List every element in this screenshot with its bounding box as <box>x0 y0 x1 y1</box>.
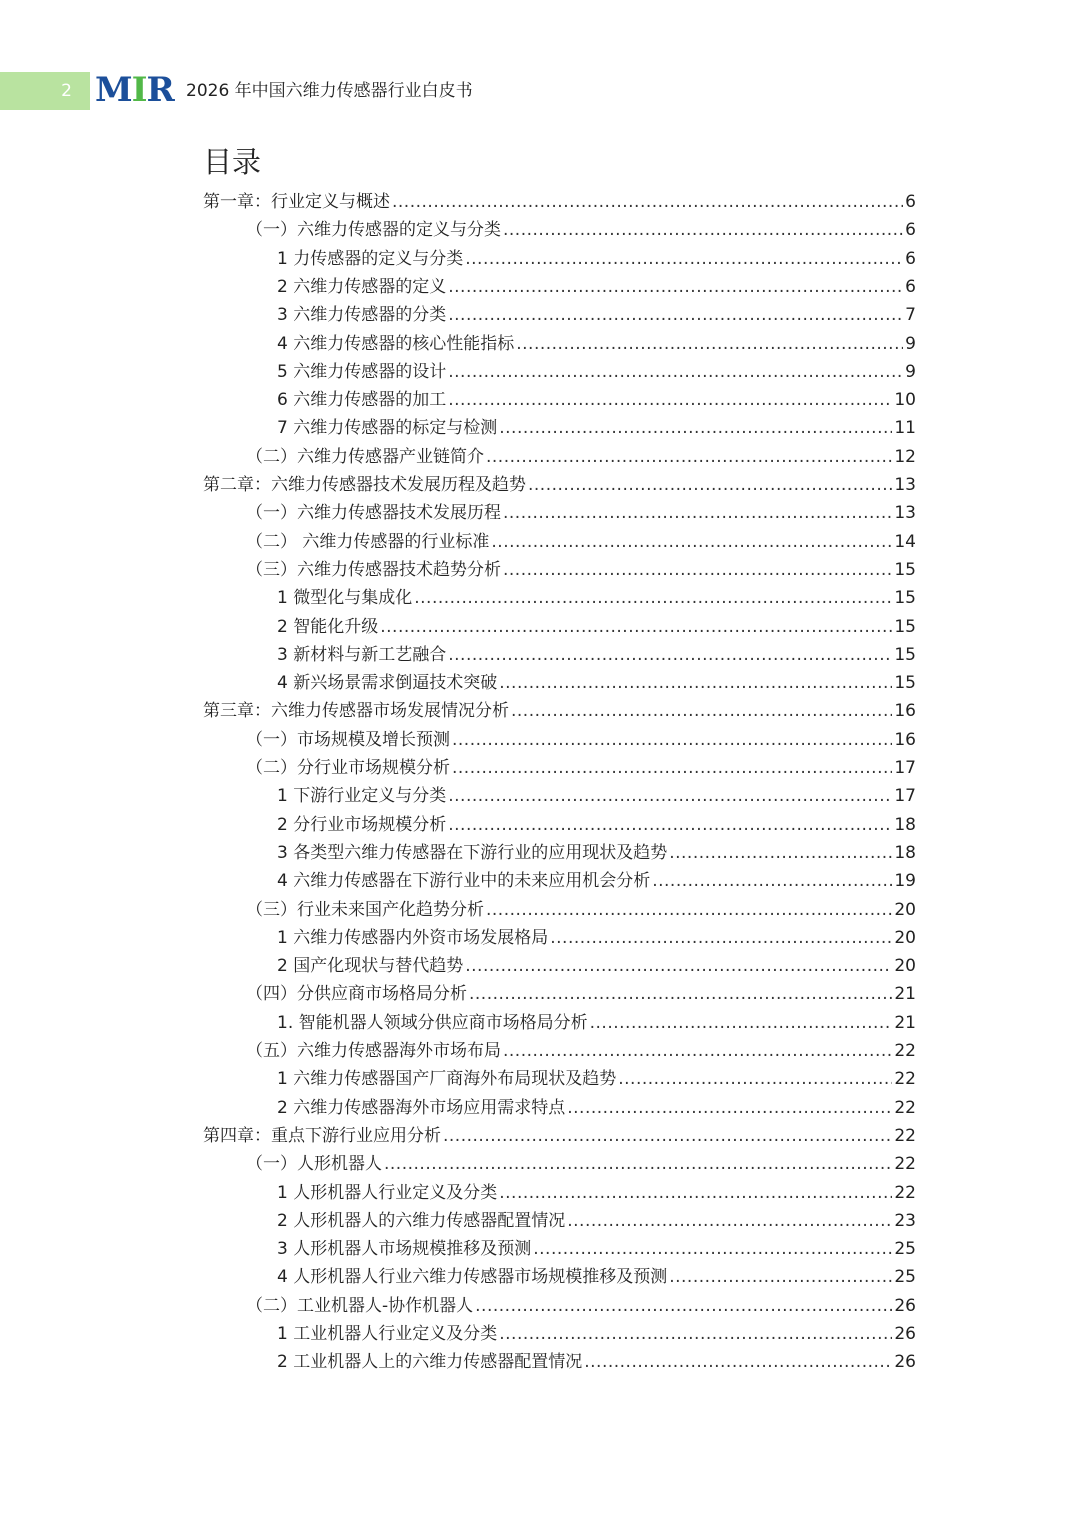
toc-leader-dots <box>414 584 892 612</box>
toc-entry-label: 3 各类型六维力传感器在下游行业的应用现状及趋势 <box>277 842 668 863</box>
toc-leader-dots <box>567 1094 892 1122</box>
toc-entry-label: （一）六维力传感器的定义与分类 <box>246 220 501 241</box>
toc-leader-dots <box>475 1292 892 1320</box>
toc-entry-label: 第四章：重点下游行业应用分析 <box>203 1125 441 1146</box>
toc-entry-page: 23 <box>894 1210 916 1231</box>
toc-entry-page: 25 <box>894 1239 916 1260</box>
toc-entry[interactable] <box>277 245 916 273</box>
toc-entry[interactable] <box>277 1009 916 1037</box>
toc-entry-label: 6 六维力传感器的加工 <box>277 390 447 411</box>
toc-entry[interactable] <box>277 1207 916 1235</box>
toc-entry[interactable] <box>246 499 916 527</box>
toc-leader-dots <box>533 1235 892 1263</box>
toc-leader-dots <box>452 726 892 754</box>
toc-entry-page: 6 <box>905 220 916 241</box>
toc-entry-label: （四）分供应商市场格局分析 <box>246 984 467 1005</box>
toc-entry[interactable] <box>246 726 916 754</box>
toc-entry-page: 22 <box>894 1125 916 1146</box>
toc-entry[interactable] <box>246 216 916 244</box>
toc-entry-label: （二）工业机器人-协作机器人 <box>246 1295 474 1316</box>
toc-entry-page: 20 <box>894 956 916 977</box>
toc-entry-label: 1 下游行业定义与分类 <box>277 786 447 807</box>
toc-entry-page: 22 <box>894 1069 916 1090</box>
toc-entry-label: （五）六维力传感器海外市场布局 <box>246 1041 501 1061</box>
toc-leader-dots <box>443 1122 892 1150</box>
toc-entry-label: 3 新材料与新工艺融合 <box>277 644 447 665</box>
toc-entry[interactable] <box>246 1292 916 1320</box>
toc-leader-dots <box>499 1320 892 1348</box>
toc-entry[interactable] <box>246 980 916 1008</box>
toc-entry-page: 17 <box>894 786 916 807</box>
toc-entry[interactable] <box>277 1320 916 1348</box>
toc-entry-page: 21 <box>894 984 916 1005</box>
toc-entry-label: 4 六维力传感器在下游行业中的未来应用机会分析 <box>277 871 651 892</box>
toc-leader-dots <box>584 1348 892 1376</box>
toc-entry-page: 26 <box>894 1324 916 1344</box>
toc-entry-label: 2 智能化升级 <box>277 616 379 637</box>
toc-entry-page: 13 <box>894 503 916 524</box>
toc-leader-dots <box>452 754 892 782</box>
toc-entry-page: 15 <box>894 616 916 637</box>
toc-leader-dots <box>511 697 892 725</box>
toc-leader-dots <box>669 1263 892 1291</box>
toc-entry-label: 4 六维力传感器的核心性能指标 <box>277 333 515 354</box>
document-title: 2026 年中国六维力传感器行业白皮书 <box>186 81 473 101</box>
toc-entry-page: 6 <box>905 276 916 297</box>
toc-entry-page: 20 <box>894 899 916 920</box>
toc-entry-label: （二） 六维力传感器的行业标准 <box>246 531 490 552</box>
toc-leader-dots <box>491 528 892 556</box>
toc-entry-label: （一）人形机器人 <box>246 1154 382 1175</box>
toc-leader-dots <box>567 1207 892 1235</box>
toc-leader-dots <box>669 839 892 867</box>
toc-entry-page: 15 <box>894 644 916 665</box>
toc-leader-dots <box>448 811 892 839</box>
toc-entry-label: （一）六维力传感器技术发展历程 <box>246 503 501 524</box>
toc-entry[interactable] <box>277 1065 916 1093</box>
toc-entry-label: 2 六维力传感器海外市场应用需求特点 <box>277 1097 566 1118</box>
toc-entry[interactable] <box>277 330 916 358</box>
toc-leader-dots <box>392 188 903 216</box>
toc-entry[interactable] <box>203 471 916 499</box>
toc-leader-dots <box>499 1179 892 1207</box>
toc-entry-page: 14 <box>894 531 916 552</box>
toc-entry-label: 1 人形机器人行业定义及分类 <box>277 1182 498 1203</box>
toc-entry[interactable] <box>277 867 916 895</box>
toc-entry-page: 16 <box>894 729 916 750</box>
toc-entry[interactable] <box>277 839 916 867</box>
toc-entry-label: 2 工业机器人上的六维力传感器配置情况 <box>277 1352 583 1373</box>
toc-leader-dots <box>503 556 892 584</box>
toc-entry[interactable] <box>277 386 916 414</box>
toc-entry-label: 1 六维力传感器国产厂商海外布局现状及趋势 <box>277 1069 617 1090</box>
toc-entry[interactable] <box>277 1094 916 1122</box>
toc-entry[interactable] <box>277 782 916 810</box>
toc-entry-label: 1 力传感器的定义与分类 <box>277 248 464 269</box>
toc-entry[interactable] <box>277 1348 916 1376</box>
toc-entry-page: 22 <box>894 1041 916 1061</box>
toc-leader-dots <box>448 641 892 669</box>
toc-entry[interactable] <box>277 924 916 952</box>
toc-entry-page: 25 <box>894 1267 916 1288</box>
toc-entry[interactable] <box>277 1263 916 1291</box>
toc-leader-dots <box>448 273 903 301</box>
toc-entry[interactable] <box>277 669 916 697</box>
toc-entry[interactable] <box>277 414 916 442</box>
toc-entry-page: 6 <box>905 248 916 269</box>
toc-entry-label: 1 微型化与集成化 <box>277 588 413 609</box>
toc-entry-label: 2 六维力传感器的定义 <box>277 276 447 297</box>
toc-leader-dots <box>469 980 892 1008</box>
toc-entry-page: 12 <box>894 446 916 467</box>
toc-entry-page: 22 <box>894 1182 916 1203</box>
toc-entry-label: 第二章：六维力传感器技术发展历程及趋势 <box>203 475 526 495</box>
page-number-tab <box>0 72 90 110</box>
toc-entry[interactable] <box>203 697 916 725</box>
toc-leader-dots <box>384 1150 892 1178</box>
toc-entry-page: 19 <box>894 871 916 892</box>
toc-leader-dots <box>465 245 903 273</box>
toc-entry-page: 18 <box>894 814 916 835</box>
toc-leader-dots <box>448 358 903 386</box>
toc-entry-page: 15 <box>894 673 916 694</box>
toc-leader-dots <box>550 924 892 952</box>
toc-entry[interactable] <box>277 358 916 386</box>
toc-entry[interactable] <box>246 754 916 782</box>
toc-entry-page: 9 <box>905 333 916 354</box>
toc-entry[interactable] <box>277 613 916 641</box>
toc-entry[interactable] <box>277 641 916 669</box>
toc-leader-dots <box>486 896 892 924</box>
toc-entry[interactable] <box>246 528 916 556</box>
toc-entry-page: 18 <box>894 842 916 863</box>
toc-entry[interactable] <box>246 556 916 584</box>
toc-entry-label: （三）六维力传感器技术趋势分析 <box>246 559 501 580</box>
toc-entry-label: 4 人形机器人行业六维力传感器市场规模推移及预测 <box>277 1267 668 1288</box>
toc-entry-page: 9 <box>905 361 916 382</box>
toc-leader-dots <box>448 301 903 329</box>
toc-entry-page: 22 <box>894 1154 916 1175</box>
toc-leader-dots <box>590 1009 893 1037</box>
toc-entry-label: 2 国产化现状与替代趋势 <box>277 956 464 977</box>
toc-leader-dots <box>448 386 892 414</box>
toc-entry-page: 15 <box>894 559 916 580</box>
toc-entry-label: 1 六维力传感器内外资市场发展格局 <box>277 927 549 948</box>
toc-entry-label: 1. 智能机器人领域分供应商市场格局分析 <box>277 1012 588 1033</box>
toc-leader-dots <box>448 782 892 810</box>
toc-entry-label: 4 新兴场景需求倒逼技术突破 <box>277 673 498 694</box>
toc-leader-dots <box>618 1065 892 1093</box>
toc-leader-dots <box>516 330 903 358</box>
toc-entry-label: 5 六维力传感器的设计 <box>277 361 447 382</box>
toc-leader-dots <box>528 471 892 499</box>
toc-entry-label: 3 人形机器人市场规模推移及预测 <box>277 1239 532 1260</box>
toc-entry-label: （二）分行业市场规模分析 <box>246 758 450 778</box>
toc-entry[interactable] <box>277 584 916 612</box>
toc-leader-dots <box>465 952 892 980</box>
toc-entry-page: 26 <box>894 1295 916 1316</box>
toc-entry-label: 3 六维力传感器的分类 <box>277 305 447 326</box>
toc-entry[interactable] <box>246 1037 916 1065</box>
toc-leader-dots <box>652 867 892 895</box>
toc-leader-dots <box>503 499 892 527</box>
toc-entry-page: 13 <box>894 475 916 495</box>
mir-logo: MIR <box>95 70 174 110</box>
page-header <box>0 72 1080 110</box>
toc-entry-page: 17 <box>894 758 916 778</box>
toc-leader-dots <box>486 443 892 471</box>
toc-entry-page: 7 <box>905 305 916 326</box>
toc-leader-dots <box>503 216 903 244</box>
toc-entry-page: 26 <box>894 1352 916 1373</box>
toc-leader-dots <box>503 1037 892 1065</box>
toc-entry[interactable] <box>203 1122 916 1150</box>
toc-entry[interactable] <box>277 1235 916 1263</box>
toc-entry-page: 20 <box>894 927 916 948</box>
toc-entry[interactable] <box>277 1179 916 1207</box>
toc-entry-page: 6 <box>905 192 916 212</box>
toc-entry-label: 7 六维力传感器的标定与检测 <box>277 418 498 439</box>
toc-heading: 目录 <box>203 145 262 179</box>
toc-entry[interactable] <box>246 896 916 924</box>
toc-entry-label: 第一章：行业定义与概述 <box>203 192 390 212</box>
toc-entry-label: （三）行业未来国产化趋势分析 <box>246 899 484 920</box>
toc-entry[interactable] <box>203 188 916 216</box>
toc-entry-label: （一）市场规模及增长预测 <box>246 729 450 750</box>
toc-entry-label: 2 人形机器人的六维力传感器配置情况 <box>277 1210 566 1231</box>
toc-leader-dots <box>380 613 892 641</box>
toc-entry-page: 22 <box>894 1097 916 1118</box>
toc-entry-page: 15 <box>894 588 916 609</box>
toc-entry[interactable] <box>277 273 916 301</box>
toc-entry-label: 第三章：六维力传感器市场发展情况分析 <box>203 701 509 722</box>
toc-entry[interactable] <box>246 443 916 471</box>
toc-entry-page: 11 <box>894 418 916 439</box>
toc-entry-page: 16 <box>894 701 916 722</box>
toc-entry[interactable] <box>277 301 916 329</box>
toc-entry-page: 10 <box>894 390 916 411</box>
toc-leader-dots <box>499 669 892 697</box>
toc-entry-label: （二）六维力传感器产业链简介 <box>246 446 484 467</box>
toc-entry[interactable] <box>277 811 916 839</box>
toc-entry-label: 1 工业机器人行业定义及分类 <box>277 1324 498 1344</box>
toc-entry[interactable] <box>277 952 916 980</box>
toc-entry[interactable] <box>246 1150 916 1178</box>
toc-leader-dots <box>499 414 892 442</box>
toc-entry-label: 2 分行业市场规模分析 <box>277 814 447 835</box>
page-number: 2 <box>61 81 72 101</box>
toc-entry-page: 21 <box>894 1012 916 1033</box>
